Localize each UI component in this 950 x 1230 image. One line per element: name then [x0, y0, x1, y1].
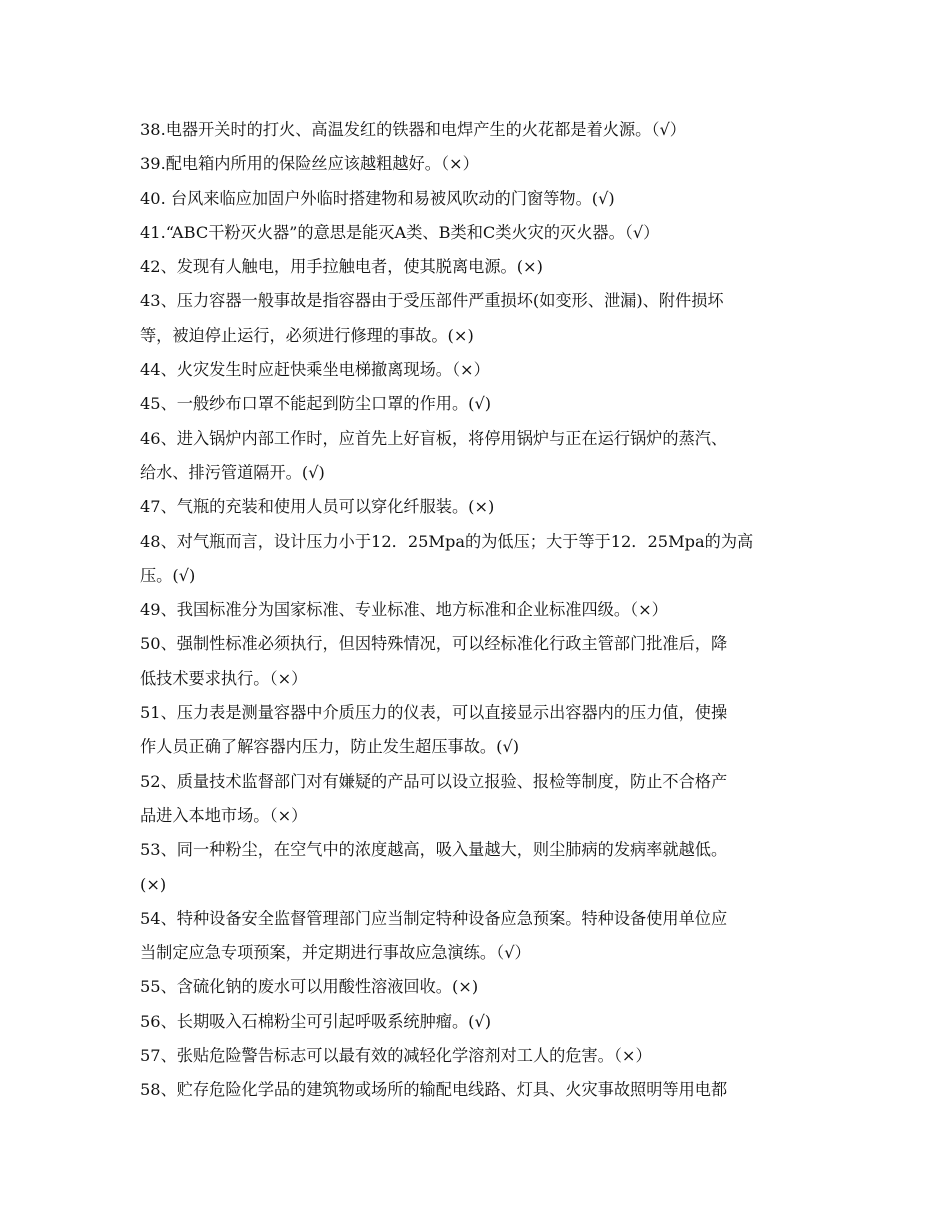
text-line: 45、一般纱布口罩不能起到防尘口罩的作用。(√) [140, 394, 492, 414]
text-line: 56、长期吸入石棉粉尘可引起呼吸系统肿瘤。(√) [140, 1011, 492, 1031]
text-line: 低技术要求执行。（×） [140, 668, 308, 688]
document-body [140, 113, 816, 1108]
text-line: 给水、排污管道隔开。(√) [140, 462, 325, 482]
text-line: 58、贮存危险化学品的建筑物或场所的输配电线路、灯具、火灾事故照明等用电都 [140, 1080, 728, 1100]
text-line: 46、进入锅炉内部工作时，应首先上好盲板，将停用锅炉与正在运行锅炉的蒸汽、 [140, 428, 728, 448]
text-line: 等，被迫停止运行，必须进行修理的事故。(×) [140, 325, 474, 345]
text-line: 品进入本地市场。（×） [140, 805, 308, 825]
text-line: 39.配电箱内所用的保险丝应该越粗越好。（×） [140, 154, 479, 174]
text-line: 55、含硫化钠的废水可以用酸性溶液回收。(×) [140, 977, 479, 997]
text-line: 43、压力容器一般事故是指容器由于受压部件严重损坏(如变形、泄漏)、附件损坏 [140, 291, 724, 311]
text-line: 40. 台风来临应加固户外临时搭建物和易被风吹动的门窗等物。(√) [140, 188, 615, 208]
text-line: 作人员正确了解容器内压力，防止发生超压事故。(√) [140, 737, 520, 757]
text-line: 42、发现有人触电，用手拉触电者，使其脱离电源。(×) [140, 257, 543, 277]
text-line: 57、张贴危险警告标志可以最有效的减轻化学溶剂对工人的危害。（×） [140, 1046, 652, 1066]
text-line: 53、同一种粉尘，在空气中的浓度越高，吸入量越大，则尘肺病的发病率就越低。 [140, 840, 728, 860]
text-line: 49、我国标准分为国家标准、专业标准、地方标准和企业标准四级。（×） [140, 600, 668, 620]
text-line: 41.“ABC干粉灭火器”的意思是能灭A类、B类和C类火灾的灭火器。（√） [140, 222, 660, 242]
text-line: 当制定应急专项预案，并定期进行事故应急演练。（√） [140, 943, 531, 963]
text-line: 压。(√) [140, 565, 196, 585]
text-line: 52、质量技术监督部门对有嫌疑的产品可以设立报验、报检等制度，防止不合格产 [140, 771, 728, 791]
text-line: 44、火灾发生时应赶快乘坐电梯撤离现场。（×） [140, 360, 490, 380]
text-line: 54、特种设备安全监督管理部门应当制定特种设备应急预案。特种设备使用单位应 [140, 908, 728, 928]
text-line: 50、强制性标准必须执行，但因特殊情况，可以经标准化行政主管部门批准后，降 [140, 634, 728, 654]
text-line: 38.电器开关时的打火、高温发红的铁器和电焊产生的火花都是着火源。（√） [140, 120, 686, 139]
text-line: 51、压力表是测量容器中介质压力的仪表，可以直接显示出容器内的压力值，使操 [140, 703, 728, 723]
text-line: (×) [140, 874, 167, 894]
text-line: 48、对气瓶而言，设计压力小于12．25Mpa的为低压；大于等于12．25Mpa的为高 [140, 531, 754, 551]
text-line: 47、气瓶的充装和使用人员可以穿化纤服装。(×) [140, 497, 495, 517]
